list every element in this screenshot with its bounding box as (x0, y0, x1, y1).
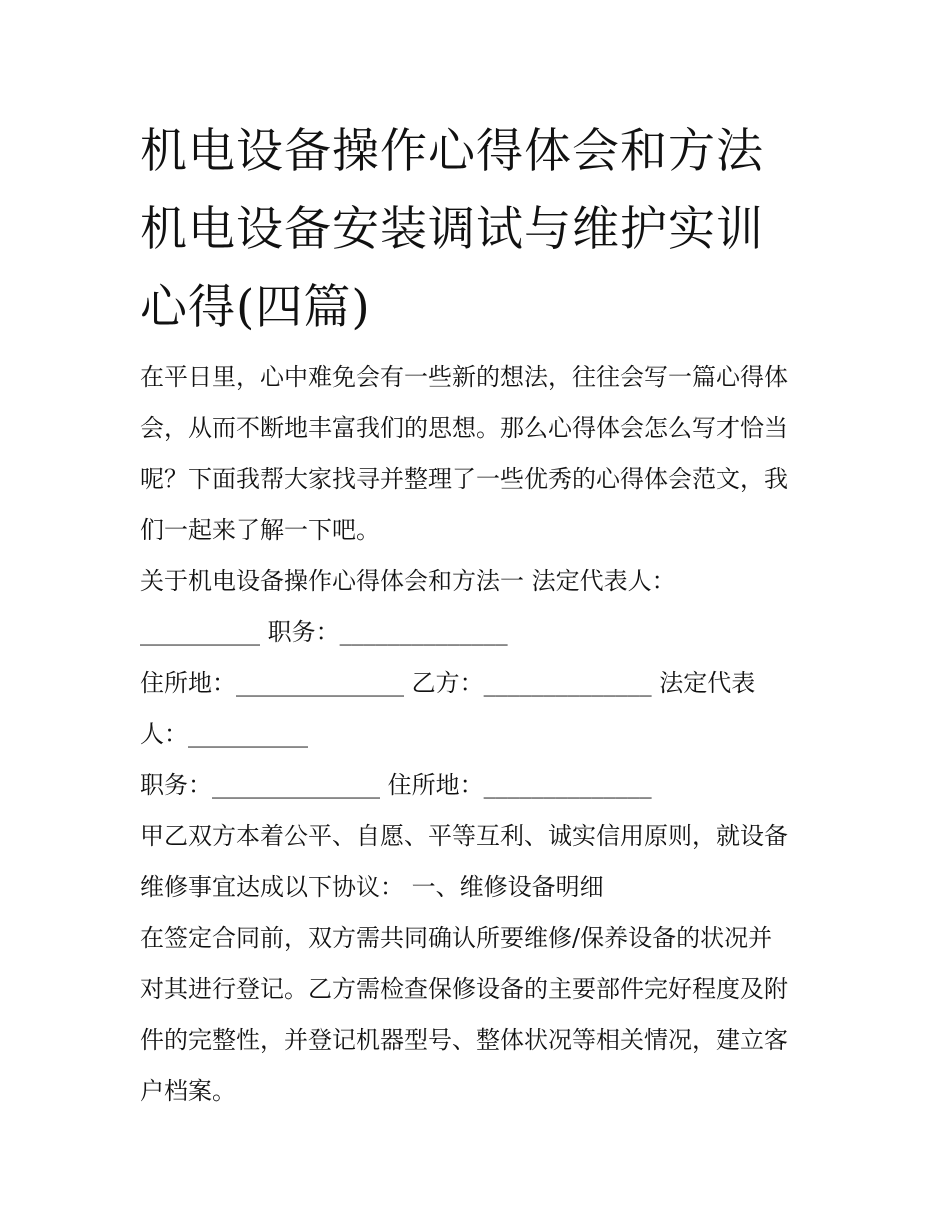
body-line-11: 维修事宜达成以下协议： 一、维修设备明细 (140, 873, 604, 901)
body-line-12: 在签定合同前，双方需共同确认所要维修/保养设备的状况并 (140, 924, 773, 952)
body-line-9: 职务：______________ 住所地：______________ (140, 771, 652, 799)
body-line-1: 在平日里，心中难免会有一些新的想法，往往会写一篇心得体 (140, 363, 788, 391)
title-line-2: 机电设备安装调试与维护实训 (140, 202, 764, 257)
document-body (140, 352, 820, 1117)
body-line-14: 件的完整性，并登记机器型号、整体状况等相关情况，建立客 (140, 1026, 788, 1054)
body-line-7: 住所地：______________ 乙方：______________ 法定代表 (140, 669, 756, 697)
body-line-13: 对其进行登记。乙方需检查保修设备的主要部件完好程度及附 (140, 975, 788, 1003)
document-title (140, 113, 820, 347)
body-line-15: 户档案。 (140, 1077, 236, 1105)
body-line-2: 会，从而不断地丰富我们的思想。那么心得体会怎么写才恰当 (140, 414, 788, 442)
title-line-3: 心得(四篇) (140, 280, 371, 335)
body-line-8: 人：__________ (140, 720, 308, 748)
body-line-3: 呢？下面我帮大家找寻并整理了一些优秀的心得体会范文，我 (140, 465, 788, 493)
body-line-4: 们一起来了解一下吧。 (140, 516, 380, 544)
body-line-6: __________ 职务：______________ (140, 618, 508, 646)
body-line-10: 甲乙双方本着公平、自愿、平等互利、诚实信用原则，就设备 (140, 822, 788, 850)
body-line-5: 关于机电设备操作心得体会和方法一 法定代表人： (140, 567, 676, 595)
title-line-1: 机电设备操作心得体会和方法 (140, 124, 764, 179)
